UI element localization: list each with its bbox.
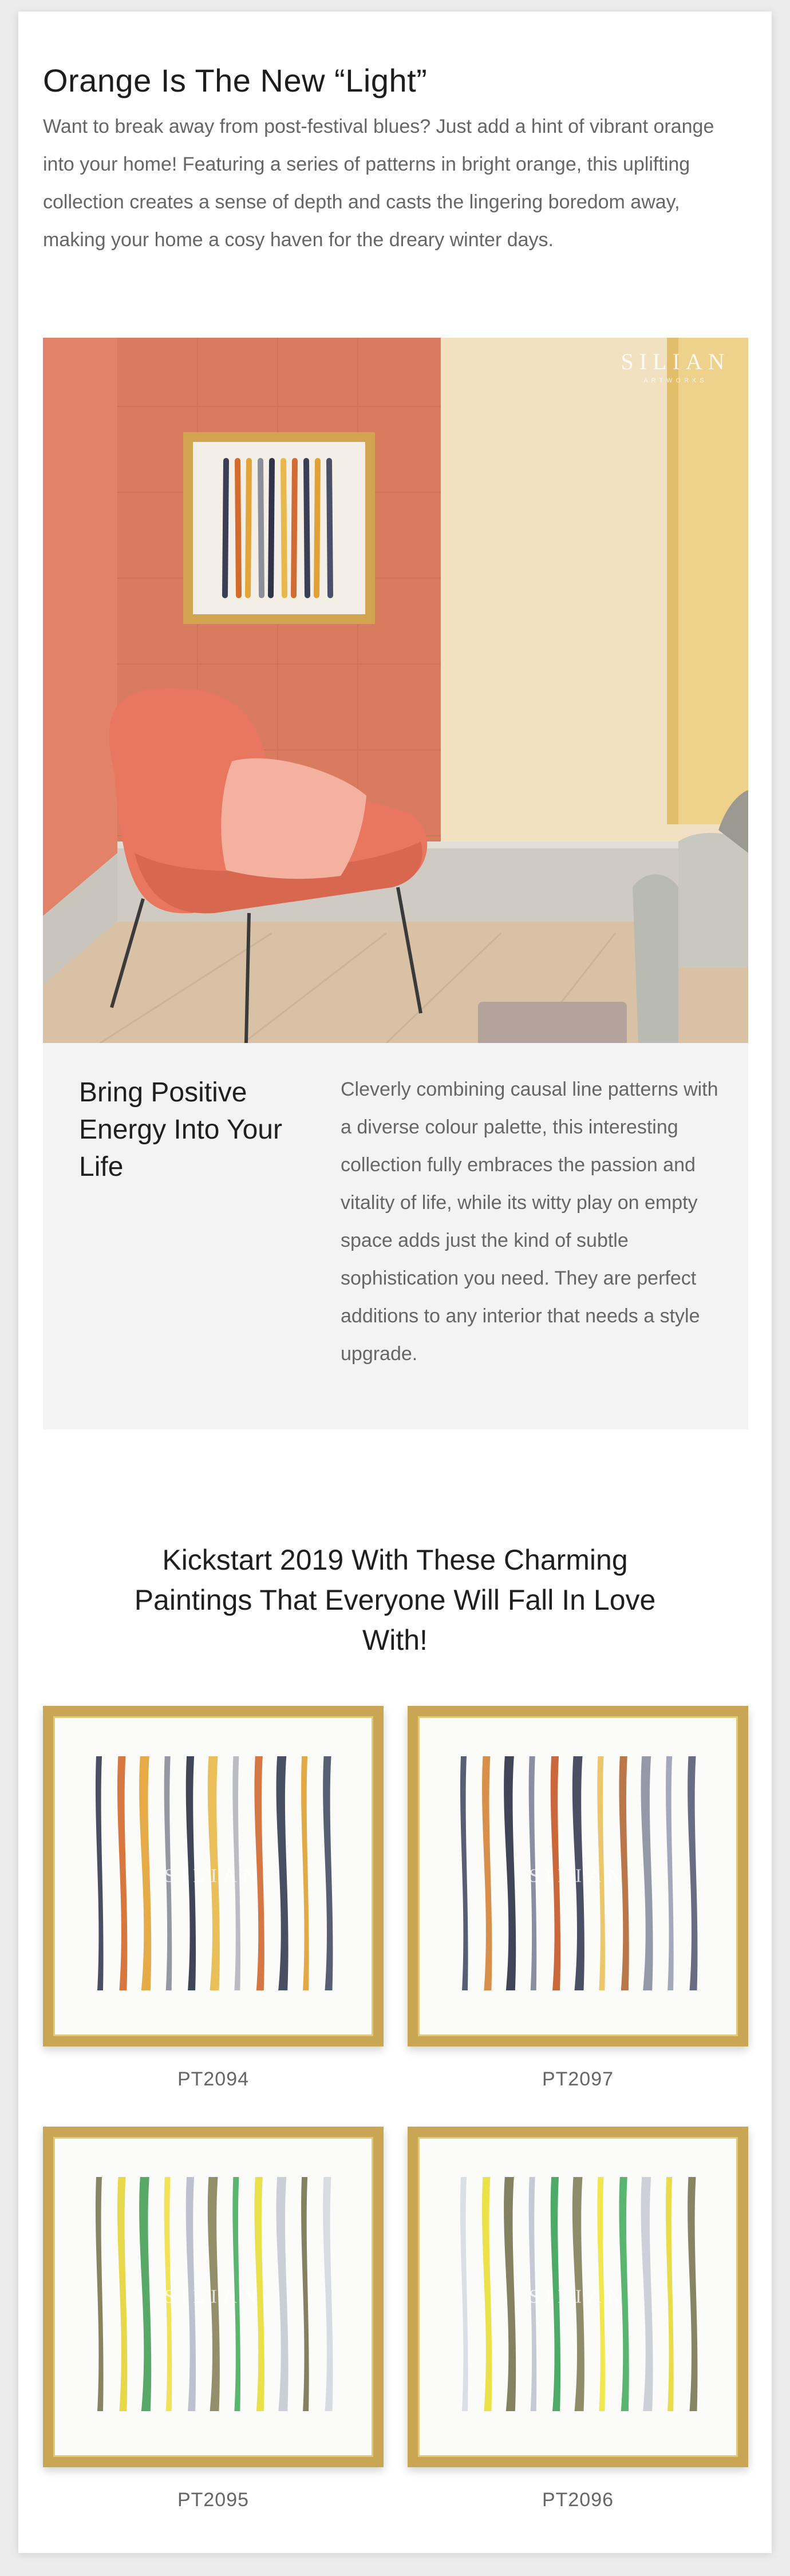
product-image[interactable] xyxy=(43,2127,384,2467)
artwork-stripe xyxy=(323,2177,333,2411)
artwork-stripe xyxy=(482,2177,492,2411)
artwork-stripe xyxy=(666,2177,674,2411)
artwork-stripe xyxy=(301,1756,309,1990)
artwork-stripe xyxy=(482,1756,492,1990)
product-code: PT2095 xyxy=(177,2489,250,2511)
artwork-stripe xyxy=(323,1756,333,1990)
intro-title: Orange Is The New “Light” xyxy=(43,62,428,98)
artwork-stripe xyxy=(688,2177,697,2411)
artwork-stripe xyxy=(460,1756,468,1990)
product-code: PT2097 xyxy=(542,2068,614,2090)
product-image[interactable] xyxy=(43,1706,384,2046)
product-card[interactable] xyxy=(408,2127,748,2511)
artwork-stripe xyxy=(504,2177,516,2411)
hero-watermark-sub: ARTWORKS xyxy=(643,377,708,384)
artwork-stripe xyxy=(117,1756,127,1990)
artwork-watermark: SILIAN xyxy=(528,1865,627,1887)
artwork-watermark: SILIAN xyxy=(164,2286,263,2308)
artwork-stripe xyxy=(139,2177,151,2411)
collection-title: Kickstart 2019 With These Charming Paintings That Everyone Will Fall In Love With! xyxy=(134,1544,656,1656)
artwork-stripe xyxy=(276,2177,289,2411)
product-code: PT2094 xyxy=(177,2068,250,2090)
artwork-stripe xyxy=(641,1756,653,1990)
info-paragraph: Cleverly combining causal line patterns with a diverse colour palette, this interesting collection fully embraces the passion and vitality of life, while its witty play on empty space adds just the kind of subtle sophistication you need. They are perfect additions to any interior that needs a style upgrade. xyxy=(341,1078,718,1365)
product-image[interactable] xyxy=(408,2127,748,2467)
info-box xyxy=(43,1043,748,1429)
artwork-stripe xyxy=(139,1756,151,1990)
product-code: PT2096 xyxy=(542,2489,614,2511)
artwork-stripe xyxy=(117,2177,127,2411)
artwork-stripe xyxy=(96,1756,104,1990)
artwork-stripe xyxy=(96,2177,104,2411)
info-heading: Bring Positive Energy Into Your Life xyxy=(79,1077,282,1182)
product-image[interactable] xyxy=(408,1706,748,2046)
artwork-stripe xyxy=(276,1756,289,1990)
hero-watermark: SILIAN xyxy=(621,349,730,374)
product-card[interactable] xyxy=(43,2127,384,2511)
artwork-watermark: SILIAN xyxy=(164,1865,263,1887)
artwork-stripe xyxy=(641,2177,653,2411)
artwork-stripe xyxy=(301,2177,309,2411)
artwork-watermark: SILIAN xyxy=(528,2286,627,2308)
product-card[interactable] xyxy=(408,1706,748,2091)
artwork-stripe xyxy=(666,1756,674,1990)
artwork-stripe xyxy=(688,1756,697,1990)
artwork-stripe xyxy=(460,2177,468,2411)
product-card[interactable] xyxy=(43,1706,384,2091)
artwork-stripe xyxy=(504,1756,516,1990)
hero-room-image xyxy=(43,338,748,1043)
intro-paragraph: Want to break away from post-festival blues? Just add a hint of vibrant orange into your home! Featuring a series of patterns in bright orange, this uplifting collection creates a sense of depth and casts the lingering boredom away, making your home a cosy haven for the dreary winter days. xyxy=(43,116,714,251)
